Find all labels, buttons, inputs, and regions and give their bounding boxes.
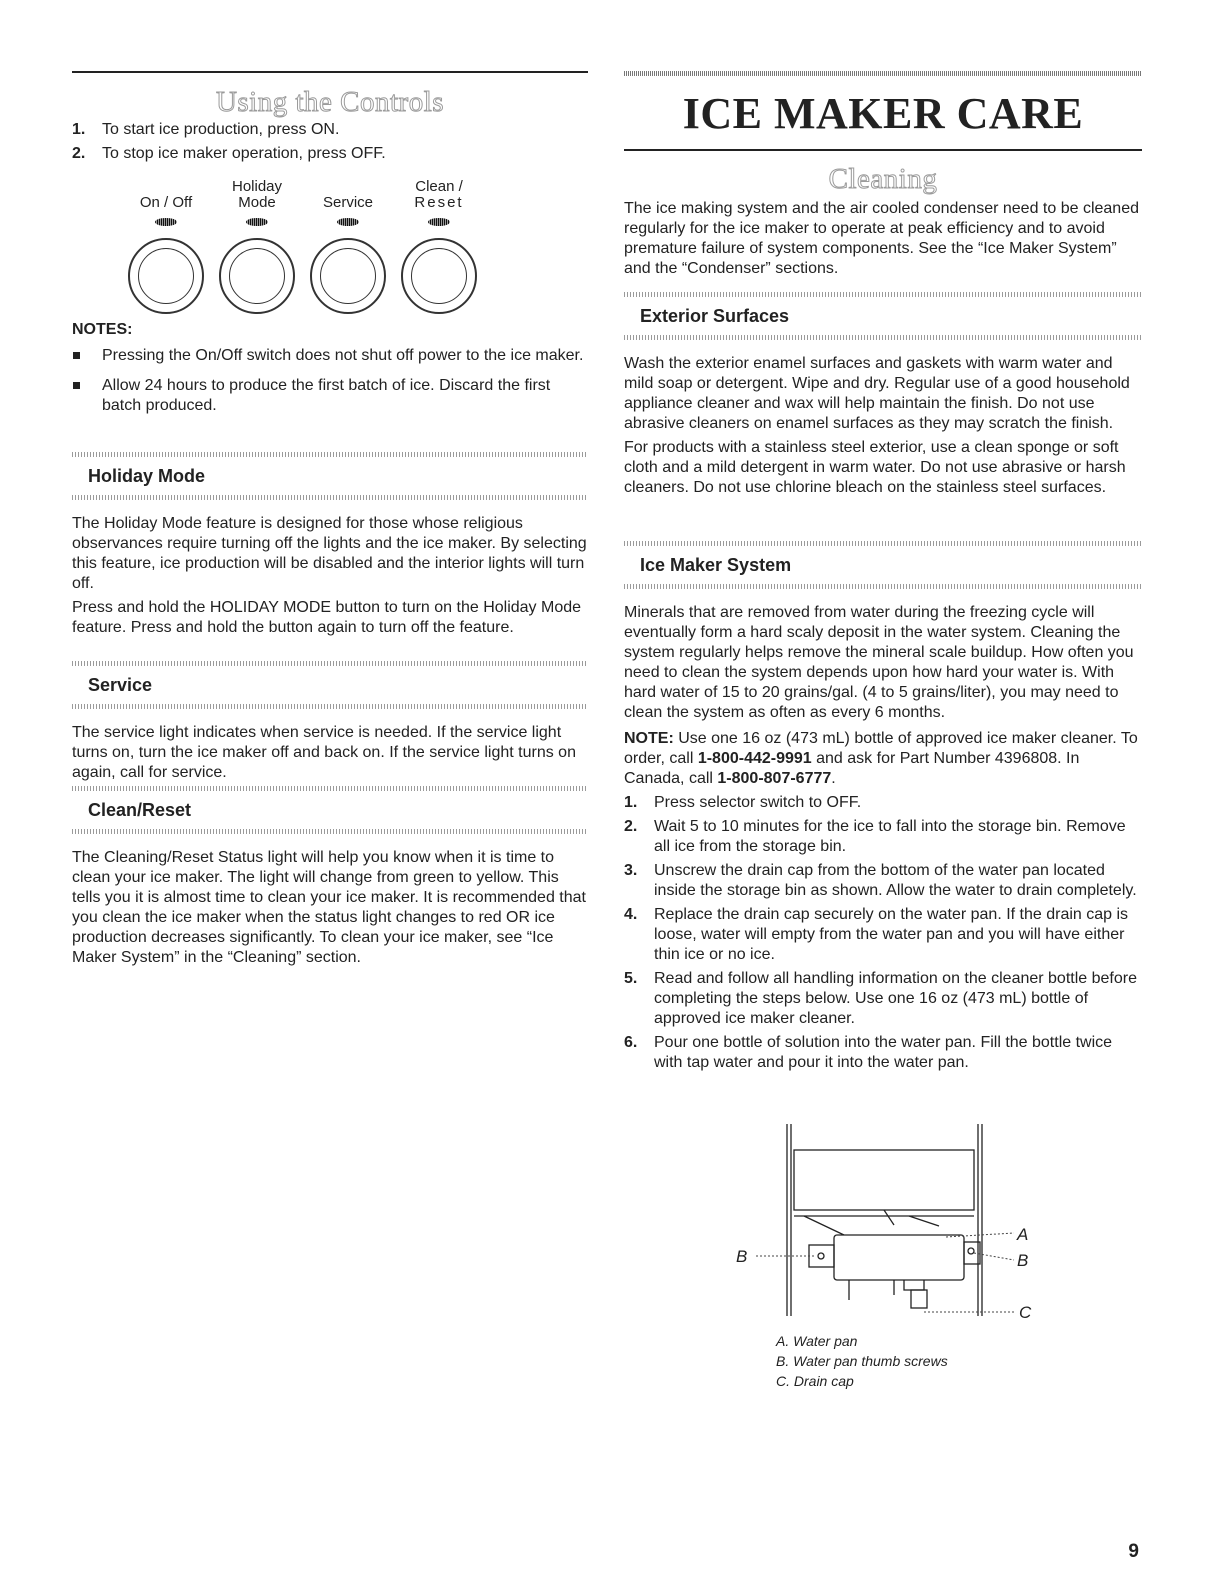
water-pan-diagram [724, 1120, 1044, 1325]
list-item [624, 861, 1142, 901]
section-divider [72, 452, 588, 457]
start-stop-steps [72, 120, 588, 168]
cleaning-title: Cleaning [828, 163, 938, 195]
phone-number-us: 1-800-442-9991 [697, 750, 812, 767]
control-label-line1 [298, 179, 398, 195]
storage-bin-top [794, 1150, 974, 1210]
note-text-a: Use one 16 oz (473 mL) bottle of approved ice maker cleaner. To order, call [624, 730, 1138, 767]
figure-captions [776, 1331, 948, 1391]
step-number: 1. [624, 794, 638, 811]
control-panel-illustration [72, 179, 588, 329]
list-item [72, 144, 588, 164]
control-label-line1: Clean / [415, 178, 463, 195]
section-heading: Clean/Reset [88, 800, 192, 820]
section-heading: Service [88, 675, 153, 695]
water-pan-body [834, 1235, 964, 1280]
section-divider [72, 704, 588, 709]
step-text: Unscrew the drain cap from the bottom of the water pan located inside the storage bin as shown. Allow the water to drain completely. [654, 862, 1137, 899]
list-item [72, 120, 588, 140]
holiday-mode-section [72, 452, 588, 638]
note-text: Pressing the On/Off switch does not shut off power to the ice maker. [102, 347, 584, 364]
step-text: To start ice production, press ON. [102, 121, 340, 138]
label-b-right: B [1017, 1251, 1029, 1270]
paragraph: The Holiday Mode feature is designed for those whose religious observances require turning off the lights and the ice maker. By selecting this feature, ice production will be disabled and the interior lights will turn off. [72, 515, 587, 592]
left-top-rule [72, 71, 588, 73]
list-item [624, 793, 1142, 813]
button-circle-icon [219, 238, 295, 314]
page-number: 9 [1128, 1541, 1139, 1562]
section-divider [624, 584, 1142, 589]
section-divider [624, 292, 1142, 297]
button-circle-icon [401, 238, 477, 314]
step-number: 2. [72, 145, 86, 162]
page-title: ICE MAKER CARE [682, 89, 1084, 138]
using-controls-title: Using the Controls [215, 86, 445, 118]
control-label-line1 [116, 179, 216, 195]
caption-c: C. Drain cap [776, 1373, 854, 1389]
section-divider [624, 335, 1142, 340]
title-underline [624, 149, 1142, 151]
section-divider [72, 786, 588, 791]
clean-reset-section [72, 786, 588, 968]
holiday-mode-control [207, 179, 307, 314]
right-top-rule [624, 71, 1142, 76]
step-text: Pour one bottle of solution into the water pan. Fill the bottle twice with tap water and pour it into the water pan. [654, 1034, 1113, 1071]
paragraph: Minerals that are removed from water during the freezing cycle will eventually form a hard scaly deposit in the water system. Cleaning the system regularly helps remove the mineral scale buildup. How often you need to clean the system depends upon how hard your water is. With hard water of 15 to 20 grains/gal. (4 to 5 grains/liter), you may need to clean the system as often as every 6 months. [624, 604, 1134, 721]
label-c: C [1019, 1303, 1032, 1322]
button-circle-icon [310, 238, 386, 314]
service-section [72, 661, 588, 783]
service-control [298, 179, 398, 314]
note-text: Allow 24 hours to produce the first batch of ice. Discard the first batch produced. [102, 377, 551, 414]
bullet-square-icon [73, 352, 80, 359]
cleaning-intro: The ice making system and the air cooled condenser need to be cleaned regularly for the ice maker to operate at peak efficiency and to avoid premature failure of system components. See the “Ice Maker System” and the “Condenser” sections. [624, 200, 1139, 277]
step-number: 5. [624, 970, 638, 987]
section-divider [72, 495, 588, 500]
button-circle-icon [128, 238, 204, 314]
paragraph: Press and hold the HOLIDAY MODE button to turn on the Holiday Mode feature. Press and hold the button again to turn off the feature. [72, 599, 582, 636]
section-heading: Ice Maker System [640, 555, 792, 575]
step-number: 4. [624, 906, 638, 923]
screw-icon [968, 1248, 974, 1254]
step-number: 2. [624, 818, 638, 835]
section-divider [624, 541, 1142, 546]
note-text-c: . [831, 770, 836, 787]
cleaning-steps [624, 793, 1142, 1073]
label-b-left: B [736, 1247, 748, 1266]
paragraph: For products with a stainless steel exterior, use a clean sponge or soft cloth and a mild detergent in warm water. Do not use abrasive or harsh cleaners. Do not use chlorine bleach on the stainless steel surfaces. [624, 439, 1126, 496]
list-item [72, 376, 588, 416]
list-item [624, 969, 1142, 1029]
notes-list [72, 346, 588, 426]
note-label: NOTE: [624, 730, 674, 747]
step-text: To stop ice maker operation, press OFF. [102, 145, 386, 162]
step-text: Press selector switch to OFF. [654, 794, 862, 811]
step-text: Wait 5 to 10 minutes for the ice to fall into the storage bin. Remove all ice from the storage bin. [654, 818, 1126, 855]
list-item [624, 817, 1142, 857]
note-paragraph [624, 729, 1142, 789]
section-divider [72, 661, 588, 666]
list-item [624, 905, 1142, 965]
paragraph: The Cleaning/Reset Status light will help you know when it is time to clean your ice maker. The light will change from green to yellow. This tells you it is almost time to clean your ice maker. It is recommended that you clean the ice maker when the status light changes to red OR ice production decreases significantly. To clean your ice maker, see “Ice Maker System” in the “Cleaning” section. [72, 849, 586, 966]
step-number: 3. [624, 862, 638, 879]
drain-cap [911, 1290, 927, 1308]
control-label-line2: Mode [238, 194, 276, 211]
notes-heading: NOTES: [72, 321, 133, 338]
caption-b: B. Water pan thumb screws [776, 1353, 948, 1369]
bin-inner-shape [804, 1210, 939, 1235]
drain-cap-shape [904, 1280, 924, 1290]
control-label-line2: Reset [414, 194, 464, 211]
paragraph: Wash the exterior enamel surfaces and gaskets with warm water and mild soap or detergent. Wipe and dry. Regular use of a good household appliance cleaner and wax will help maintain the finish. Do not use abrasive cleaners on enamel surfaces as they may scratch the finish. [624, 355, 1130, 432]
control-label-line2: On / Off [139, 194, 193, 211]
note-text-b: and ask for Part Number 4396808. In Canada, call [624, 750, 1080, 787]
ice-maker-system-section [624, 541, 1142, 1077]
list-item [624, 1033, 1142, 1073]
caption-a: A. Water pan [776, 1333, 858, 1349]
control-label-line2: Service [322, 194, 374, 211]
step-number: 1. [72, 121, 86, 138]
screw-icon [818, 1253, 824, 1259]
phone-number-canada: 1-800-807-6777 [717, 770, 832, 787]
label-a: A [1017, 1225, 1029, 1244]
indicator-light-icon [155, 218, 177, 226]
step-number: 6. [624, 1034, 638, 1051]
indicator-light-icon [337, 218, 359, 226]
paragraph: The service light indicates when service is needed. If the service light turns on, turn the ice maker off and back on. If the service light turns on again, call for service. [72, 724, 576, 781]
section-heading: Exterior Surfaces [640, 306, 790, 326]
indicator-light-icon [428, 218, 450, 226]
exterior-surfaces-section [624, 292, 1142, 498]
on-off-control [116, 179, 216, 314]
section-heading: Holiday Mode [88, 466, 206, 486]
clean-reset-control [389, 179, 489, 314]
list-item [72, 346, 588, 366]
bullet-square-icon [73, 382, 80, 389]
indicator-light-icon [246, 218, 268, 226]
step-text: Replace the drain cap securely on the water pan. If the drain cap is loose, water will empty from the water pan and you will have either thin ice or no ice. [654, 906, 1129, 963]
step-text: Read and follow all handling information on the cleaner bottle before completing the steps below. Use one 16 oz (473 mL) bottle of approved ice maker cleaner. [654, 970, 1137, 1027]
control-label-line1: Holiday [231, 178, 283, 195]
section-divider [72, 829, 588, 834]
